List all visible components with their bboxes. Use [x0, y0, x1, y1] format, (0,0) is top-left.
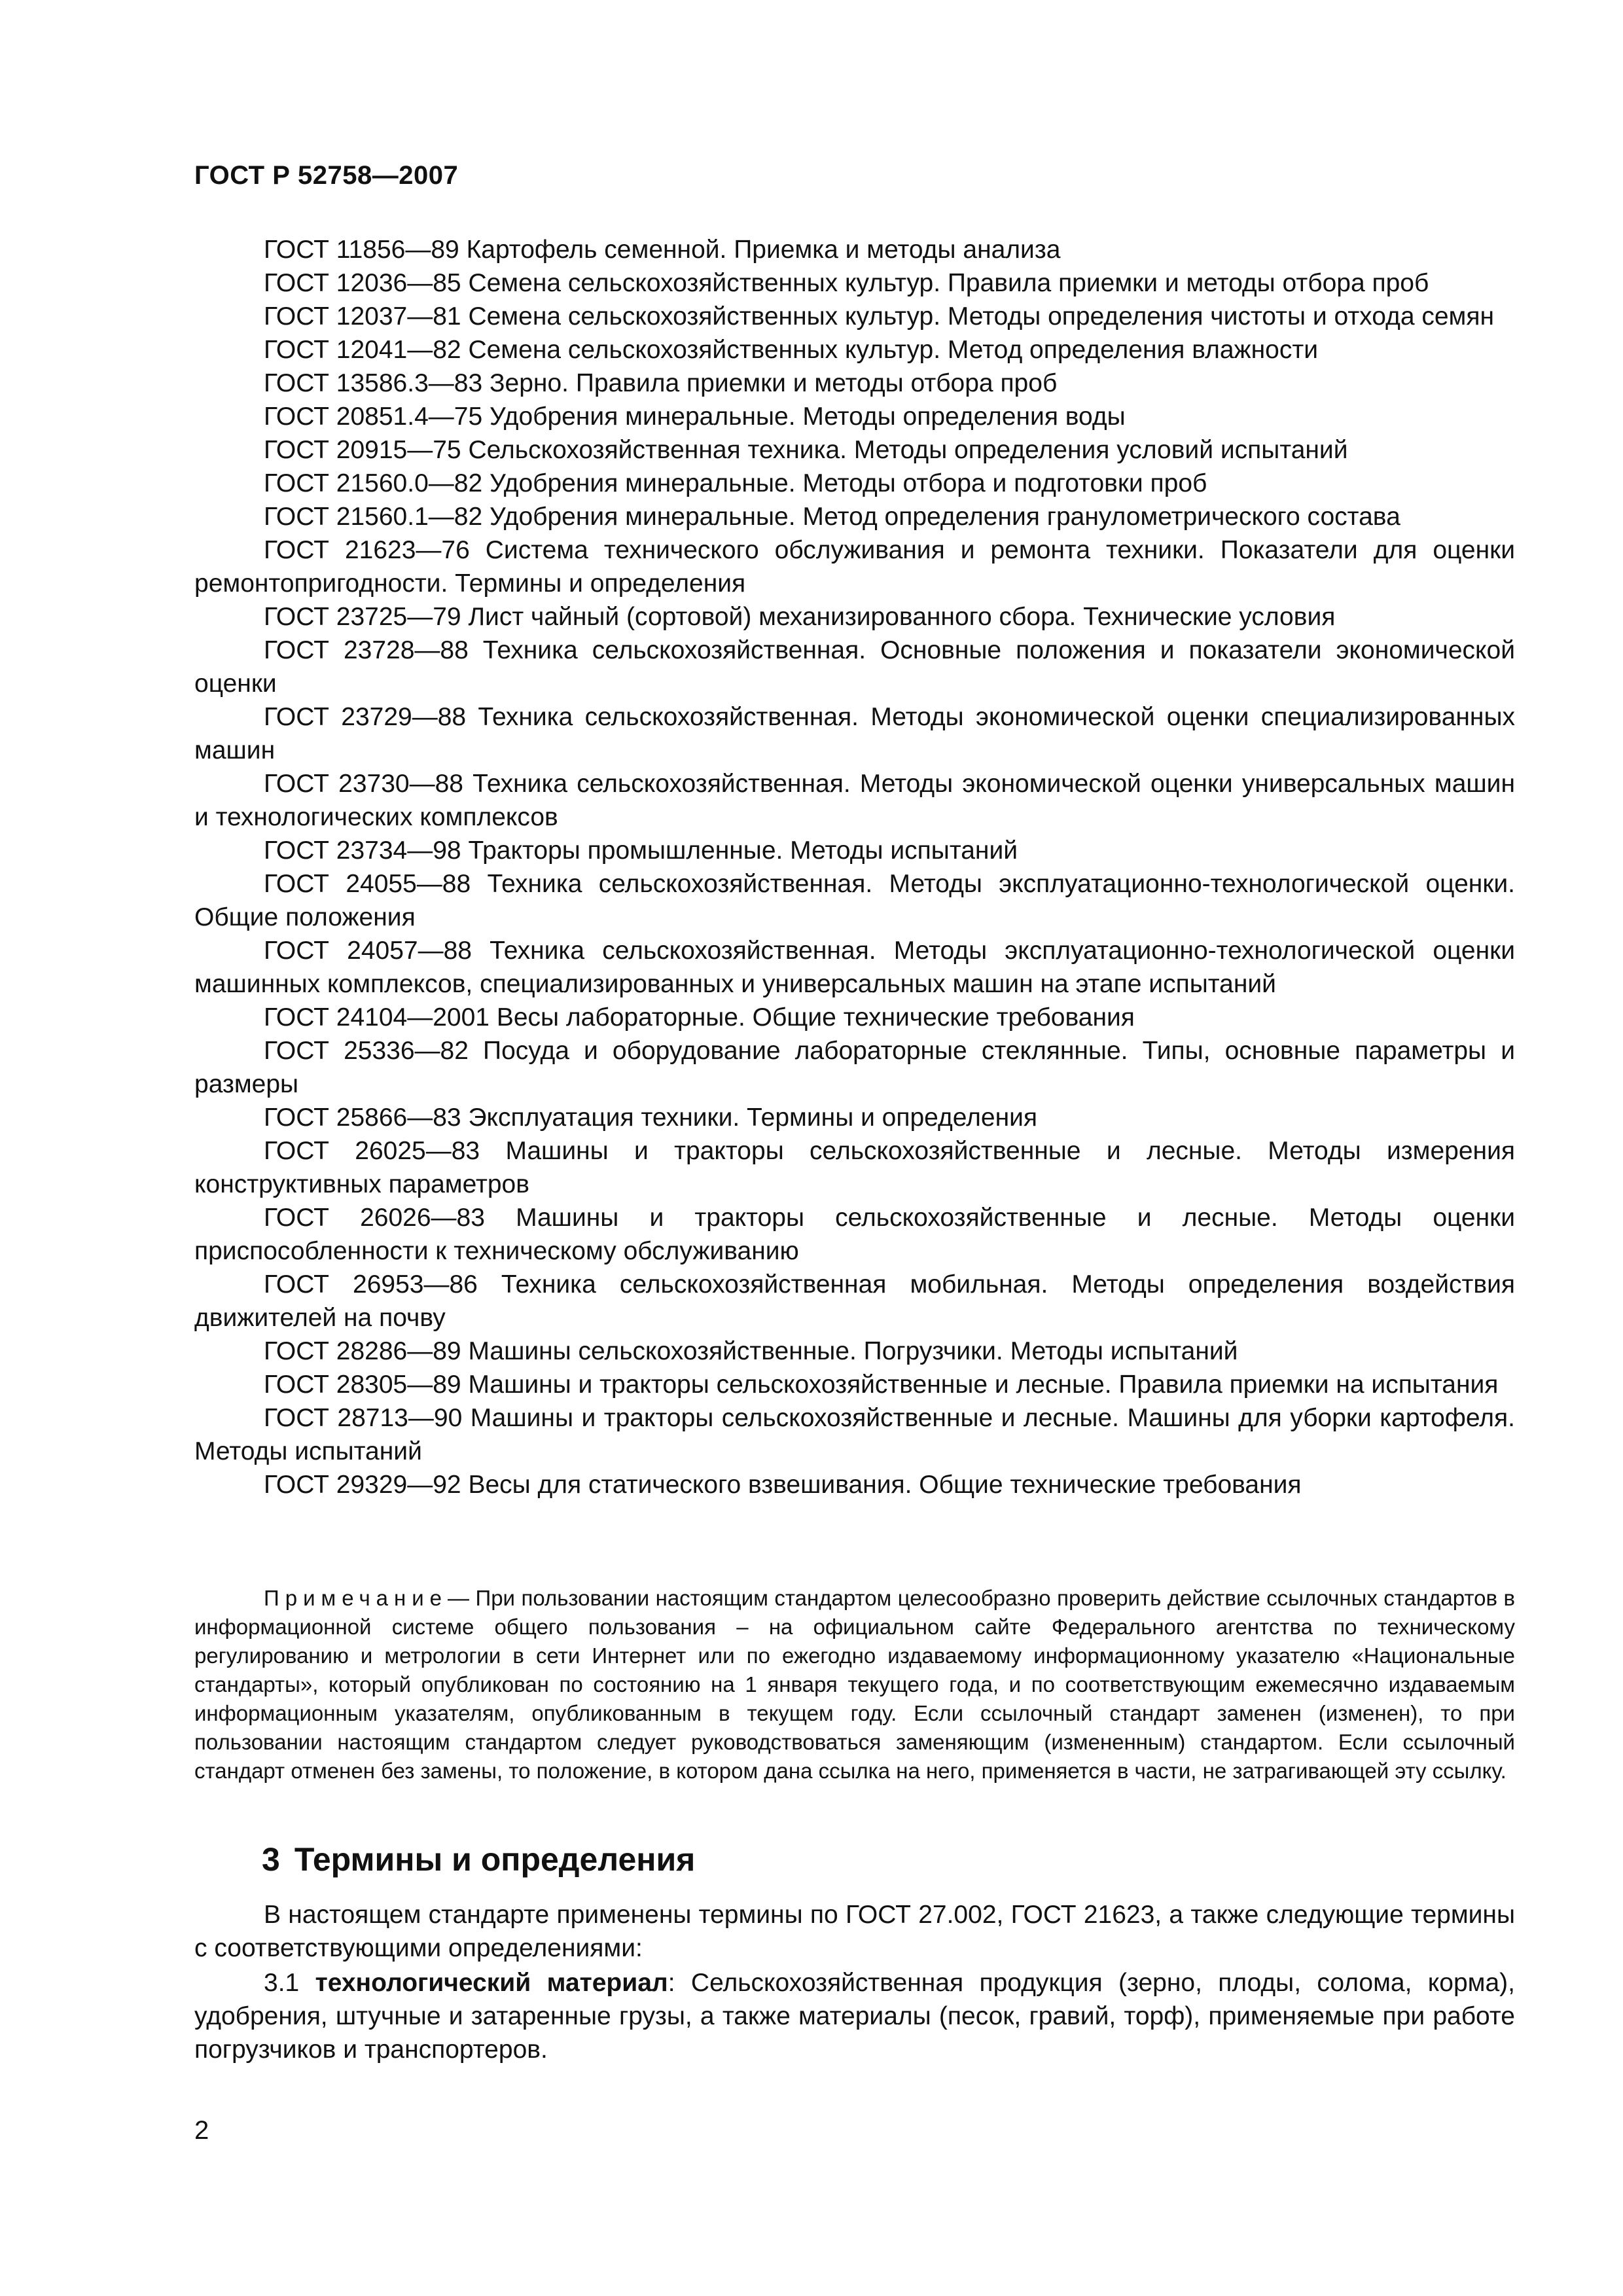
reference-item: ГОСТ 25866—83 Эксплуатация техники. Термины и определения	[264, 1103, 1038, 1132]
reference-item: ГОСТ 21623—76 Система технического обслуживания и ремонта техники. Показатели для оценки ремонтопригодности. Термины и определения	[194, 536, 1515, 598]
term-number: 3.1	[264, 1969, 300, 1997]
reference-item: ГОСТ 23729—88 Техника сельскохозяйственная. Методы экономической оценки специализированных машин	[194, 703, 1515, 764]
reference-item: ГОСТ 26026—83 Машины и тракторы сельскохозяйственные и лесные. Методы оценки приспособленности к техническому обслуживанию	[194, 1204, 1515, 1265]
reference-item: ГОСТ 26953—86 Техника сельскохозяйственная мобильная. Методы определения воздействия движителей на почву	[194, 1270, 1515, 1332]
reference-item: ГОСТ 23725—79 Лист чайный (сортовой) механизированного сбора. Технические условия	[264, 603, 1336, 631]
term-entry	[194, 1966, 1515, 2066]
note-label: Примечание	[264, 1586, 448, 1610]
reference-item: ГОСТ 24055—88 Техника сельскохозяйственная. Методы эксплуатационно-технологической оценки. Общие положения	[194, 870, 1515, 931]
reference-item: ГОСТ 23728—88 Техника сельскохозяйственная. Основные положения и показатели экономической оценки	[194, 636, 1515, 698]
note-paragraph	[194, 1584, 1515, 1785]
section-title: Термины и определения	[294, 1841, 696, 1878]
reference-item: ГОСТ 25336—82 Посуда и оборудование лабораторные стеклянные. Типы, основные параметры и размеры	[194, 1037, 1515, 1098]
reference-item: ГОСТ 29329—92 Весы для статического взвешивания. Общие технические требования	[264, 1471, 1302, 1499]
reference-item: ГОСТ 23730—88 Техника сельскохозяйственная. Методы экономической оценки универсальных машин и технологических комплексов	[194, 770, 1515, 831]
reference-item: ГОСТ 26025—83 Машины и тракторы сельскохозяйственные и лесные. Методы измерения конструктивных параметров	[194, 1137, 1515, 1198]
note-text: — При пользовании настоящим стандартом целесообразно проверить действие ссылочных стандартов в информационной системе общего пользования – на официальном сайте Федерального агентства по техническому регулированию и метрологии в сети Интернет или по ежегодно издаваемому информационному указателю «Национальные стандарты», который опубликован по состоянию на 1 января текущего года, и по соответствующим ежемесячно издаваемым информационным указателям, опубликованным в текущем году. Если ссылочный стандарт заменен (изменен), то при пользовании настоящим стандартом следует руководствоваться заменяющим (измененным) стандартом. Если ссылочный стандарт отменен без замены, то положение, в котором дана ссылка на него, применяется в части, не затрагивающей эту ссылку.	[194, 1586, 1515, 1783]
note-block	[194, 1584, 1515, 1785]
reference-item: ГОСТ 24104—2001 Весы лабораторные. Общие технические требования	[264, 1003, 1135, 1031]
reference-item: ГОСТ 20915—75 Сельскохозяйственная техника. Методы определения условий испытаний	[264, 436, 1348, 464]
section-number: 3	[262, 1841, 280, 1878]
reference-item: ГОСТ 28305—89 Машины и тракторы сельскохозяйственные и лесные. Правила приемки на испытания	[264, 1371, 1499, 1399]
reference-item: ГОСТ 24057—88 Техника сельскохозяйственная. Методы эксплуатационно-технологической оценки машинных комплексов, специализированных и универсальных машин на этапе испытаний	[194, 937, 1515, 998]
term-definition: : Сельскохозяйственная продукция (зерно, плоды, солома, корма), удобрения, штучные и затаренные грузы, а также материалы (песок, гравий, торф), применяемые при работе погрузчиков и транспортеров.	[194, 1969, 1515, 2064]
page-number: 2	[194, 2116, 209, 2145]
reference-item: ГОСТ 11856—89 Картофель семенной. Приемка и методы анализа	[264, 236, 1061, 264]
reference-item: ГОСТ 28286—89 Машины сельскохозяйственные. Погрузчики. Методы испытаний	[264, 1337, 1238, 1365]
reference-item: ГОСТ 21560.1—82 Удобрения минеральные. Метод определения гранулометрического состава	[264, 503, 1400, 531]
document-header: ГОСТ Р 52758—2007	[194, 161, 459, 190]
reference-item: ГОСТ 12041—82 Семена сельскохозяйственных культур. Метод определения влажности	[264, 336, 1318, 364]
reference-item: ГОСТ 20851.4—75 Удобрения минеральные. Методы определения воды	[264, 403, 1126, 431]
reference-item: ГОСТ 12037—81 Семена сельскохозяйственных культур. Методы определения чистоты и отхода семян	[264, 302, 1495, 331]
reference-item: ГОСТ 21560.0—82 Удобрения минеральные. Методы отбора и подготовки проб	[264, 469, 1207, 497]
term-name: технологический материал	[315, 1969, 668, 1997]
reference-item: ГОСТ 28713—90 Машины и тракторы сельскохозяйственные и лесные. Машины для уборки картофеля. Методы испытаний	[194, 1404, 1515, 1465]
reference-item: ГОСТ 13586.3—83 Зерно. Правила приемки и методы отбора проб	[264, 369, 1058, 397]
reference-item: ГОСТ 12036—85 Семена сельскохозяйственных культур. Правила приемки и методы отбора проб	[264, 269, 1429, 297]
reference-item: ГОСТ 23734—98 Тракторы промышленные. Методы испытаний	[264, 836, 1018, 865]
normative-references-list	[194, 233, 1515, 1501]
section-heading	[262, 1840, 709, 1878]
terms-intro-paragraph: В настоящем стандарте применены термины по ГОСТ 27.002, ГОСТ 21623, а также следующие термины с соответствующими определениями:	[194, 1901, 1515, 1962]
